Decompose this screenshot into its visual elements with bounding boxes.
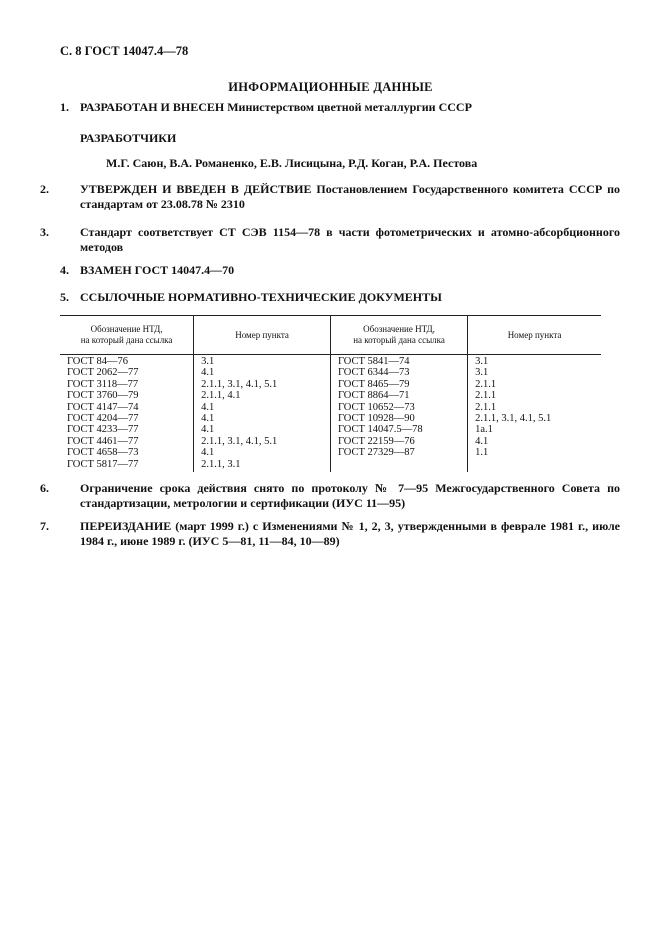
right-clause: 2.1.1 xyxy=(475,401,497,413)
item-3-text: Стандарт соответствует СТ СЭВ 1154—78 в части фотометрических и атомно-абсорбционного методов xyxy=(80,225,620,254)
table-body-row xyxy=(60,355,601,473)
header-clause-left: Номер пункта xyxy=(194,316,331,355)
right-doc: ГОСТ 22159—76 xyxy=(337,435,415,447)
right-clause: 4.1 xyxy=(475,435,489,447)
right-doc: ГОСТ 14047.5—78 xyxy=(337,424,423,436)
section-title: ИНФОРМАЦИОННЫЕ ДАННЫЕ xyxy=(228,80,433,94)
left-clauses-column xyxy=(194,355,331,473)
left-clause: 3.1 xyxy=(201,356,215,367)
left-doc: ГОСТ 2062—77 xyxy=(67,367,139,379)
header-clause-right: Номер пункта xyxy=(468,316,601,355)
item-2-text: УТВЕРЖДЕН И ВВЕДЕН В ДЕЙСТВИЕ Постановлением Государственного комитета СССР по стандартам от 23.08.78 № 2310 xyxy=(80,182,620,211)
left-docs-column xyxy=(60,355,194,473)
left-clause: 4.1 xyxy=(201,413,215,425)
header-designation-left-line1: Обозначение НТД, xyxy=(90,324,163,334)
item-2-number: 2. xyxy=(40,182,49,196)
item-1-number: 1. xyxy=(60,100,69,114)
right-doc: ГОСТ 6344—73 xyxy=(337,367,410,379)
left-doc: ГОСТ 4204—77 xyxy=(67,413,139,425)
right-clauses-column xyxy=(468,355,601,473)
header-designation-right-line1: Обозначение НТД, xyxy=(363,324,435,334)
left-doc: ГОСТ 84—76 xyxy=(67,356,129,367)
left-doc: ГОСТ 4658—73 xyxy=(67,447,139,459)
left-doc: ГОСТ 4461—77 xyxy=(67,435,139,447)
left-clause: 4.1 xyxy=(201,367,215,379)
item-7-text: ПЕРЕИЗДАНИЕ (март 1999 г.) с Изменениями № 1, 2, 3, утвержденными в феврале 1981 г., июле 1984 г., июне 1989 г. (ИУС 5—81, 11—84, 10—89) xyxy=(80,519,620,548)
right-clause: 3.1 xyxy=(475,367,489,379)
left-doc: ГОСТ 5817—77 xyxy=(67,458,139,470)
item-7 xyxy=(40,519,620,549)
left-doc: ГОСТ 3760—79 xyxy=(67,390,139,402)
right-clause: 2.1.1 xyxy=(475,390,497,402)
item-1-text: РАЗРАБОТАН И ВНЕСЕН Министерством цветной металлургии СССР xyxy=(80,100,472,114)
header-designation-right-line2: на который дана ссылка xyxy=(353,335,445,345)
right-doc: ГОСТ 27329—87 xyxy=(337,447,415,459)
item-4-text: ВЗАМЕН ГОСТ 14047.4—70 xyxy=(80,263,235,277)
developers-names: М.Г. Саюн, В.А. Романенко, Е.В. Лисицына, Р.Д. Коган, Р.А. Пестова xyxy=(106,156,478,170)
item-6-number: 6. xyxy=(40,481,49,495)
right-docs-column xyxy=(330,355,467,473)
left-doc: ГОСТ 4147—74 xyxy=(67,401,139,413)
item-5-number: 5. xyxy=(60,290,69,304)
item-3-number: 3. xyxy=(40,225,49,239)
left-clause: 4.1 xyxy=(201,424,215,436)
header-designation-left xyxy=(60,316,194,355)
references-table xyxy=(60,315,601,472)
page-header: С. 8 ГОСТ 14047.4—78 xyxy=(60,44,189,58)
right-doc: ГОСТ 10652—73 xyxy=(337,401,415,413)
right-doc: ГОСТ 8864—71 xyxy=(337,390,410,402)
developers-label: РАЗРАБОТЧИКИ xyxy=(80,131,177,145)
right-clause: 1.1 xyxy=(475,447,489,459)
item-2 xyxy=(40,182,620,212)
item-4 xyxy=(60,263,600,278)
right-doc: ГОСТ 8465—79 xyxy=(337,378,410,390)
left-clause: 2.1.1, 4.1 xyxy=(201,390,241,402)
item-3 xyxy=(40,225,620,255)
right-doc: ГОСТ 10928—90 xyxy=(337,413,415,425)
right-clause: 3.1 xyxy=(475,356,489,367)
header-designation-right xyxy=(330,316,467,355)
left-clause: 4.1 xyxy=(201,447,215,459)
left-clause: 2.1.1, 3.1, 4.1, 5.1 xyxy=(201,435,278,447)
right-clause: 2.1.1, 3.1, 4.1, 5.1 xyxy=(475,413,552,425)
item-5-text: ССЫЛОЧНЫЕ НОРМАТИВНО-ТЕХНИЧЕСКИЕ ДОКУМЕНТЫ xyxy=(80,290,442,304)
item-4-number: 4. xyxy=(60,263,69,277)
left-clause: 2.1.1, 3.1 xyxy=(201,458,241,470)
item-7-number: 7. xyxy=(40,519,49,533)
item-5 xyxy=(60,290,600,305)
header-designation-left-line2: на который дана ссылка xyxy=(80,335,173,345)
item-6 xyxy=(40,481,620,511)
table-header-row xyxy=(60,316,601,355)
left-clause: 2.1.1, 3.1, 4.1, 5.1 xyxy=(201,378,278,390)
left-doc: ГОСТ 4233—77 xyxy=(67,424,139,436)
left-doc: ГОСТ 3118—77 xyxy=(67,378,139,390)
item-6-text: Ограничение срока действия снято по протоколу № 7—95 Межгосударственного Совета по стандартизации, метрологии и сертификации (ИУС 11—95) xyxy=(80,481,620,510)
right-doc: ГОСТ 5841—74 xyxy=(337,356,410,367)
item-1 xyxy=(60,100,600,115)
left-clause: 4.1 xyxy=(201,401,215,413)
right-clause: 2.1.1 xyxy=(475,378,497,390)
right-clause: 1а.1 xyxy=(475,424,493,436)
